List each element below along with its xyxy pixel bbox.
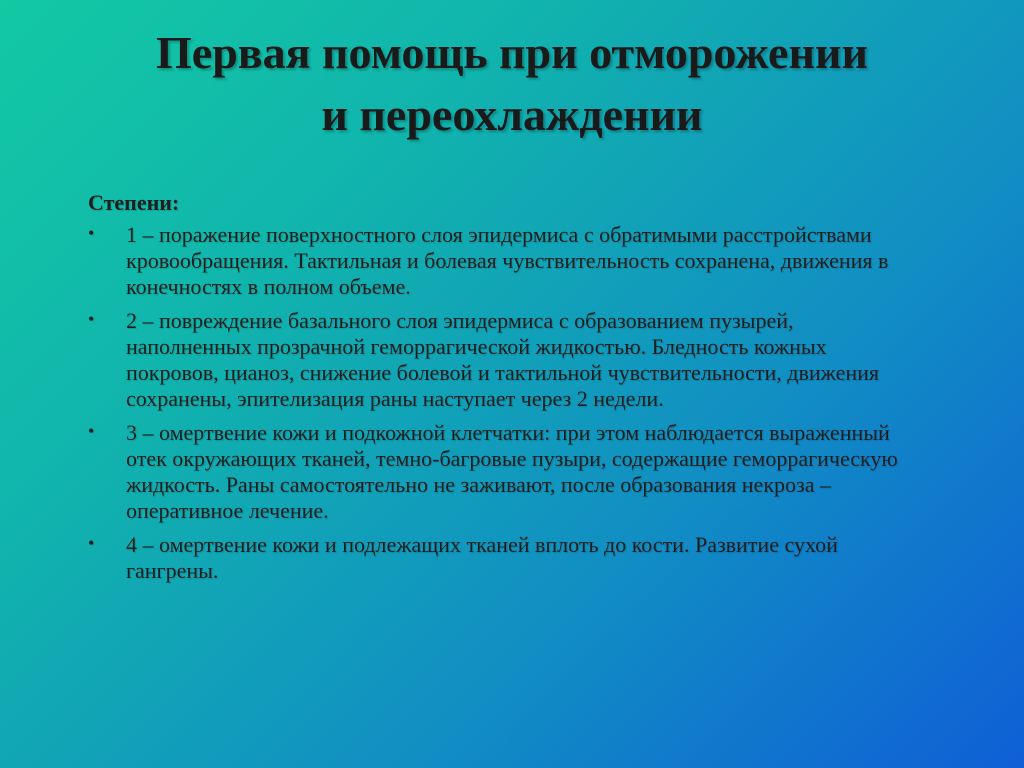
list-item-text: 4 – омертвение кожи и подлежащих тканей вплоть до кости. Развитие сухой гангрены. bbox=[126, 532, 838, 583]
bullet-icon: • bbox=[88, 421, 95, 441]
bullet-icon: • bbox=[88, 533, 95, 553]
list-item-text: 1 – поражение поверхностного слоя эпидермиса с обратимыми расстройствами кровообращения. Тактильная и болевая чувствительность сохранена, движения в конечностях в полном объеме. bbox=[126, 222, 889, 299]
list-item-text: 2 – повреждение базального слоя эпидермиса с образованием пузырей, наполненных прозрачной геморрагической жидкостью. Бледность кожных покровов, цианоз, снижение болевой и тактильной чувствительности, движения сохранены, эпителизация раны наступает через 2 недели. bbox=[126, 308, 880, 411]
bullet-icon: • bbox=[88, 223, 95, 243]
slide-body bbox=[88, 188, 918, 592]
list-item bbox=[88, 420, 918, 524]
title-line-1: Первая помощь при отморожении bbox=[156, 27, 868, 78]
list-item-text: 3 – омертвение кожи и подкожной клетчатки: при этом наблюдается выраженный отек окружающих тканей, темно-багровые пузыри, содержащие геморрагическую жидкость. Раны самостоятельно не заживают, после образования некроза – оперативное лечение. bbox=[126, 420, 898, 523]
list-item bbox=[88, 532, 918, 584]
list-item bbox=[88, 222, 918, 300]
degrees-heading: Степени: bbox=[88, 190, 180, 215]
slide-title bbox=[0, 22, 1024, 146]
degrees-list bbox=[88, 222, 918, 584]
bullet-icon: • bbox=[88, 309, 95, 329]
title-line-2: и переохлаждении bbox=[321, 89, 703, 140]
list-item bbox=[88, 308, 918, 412]
